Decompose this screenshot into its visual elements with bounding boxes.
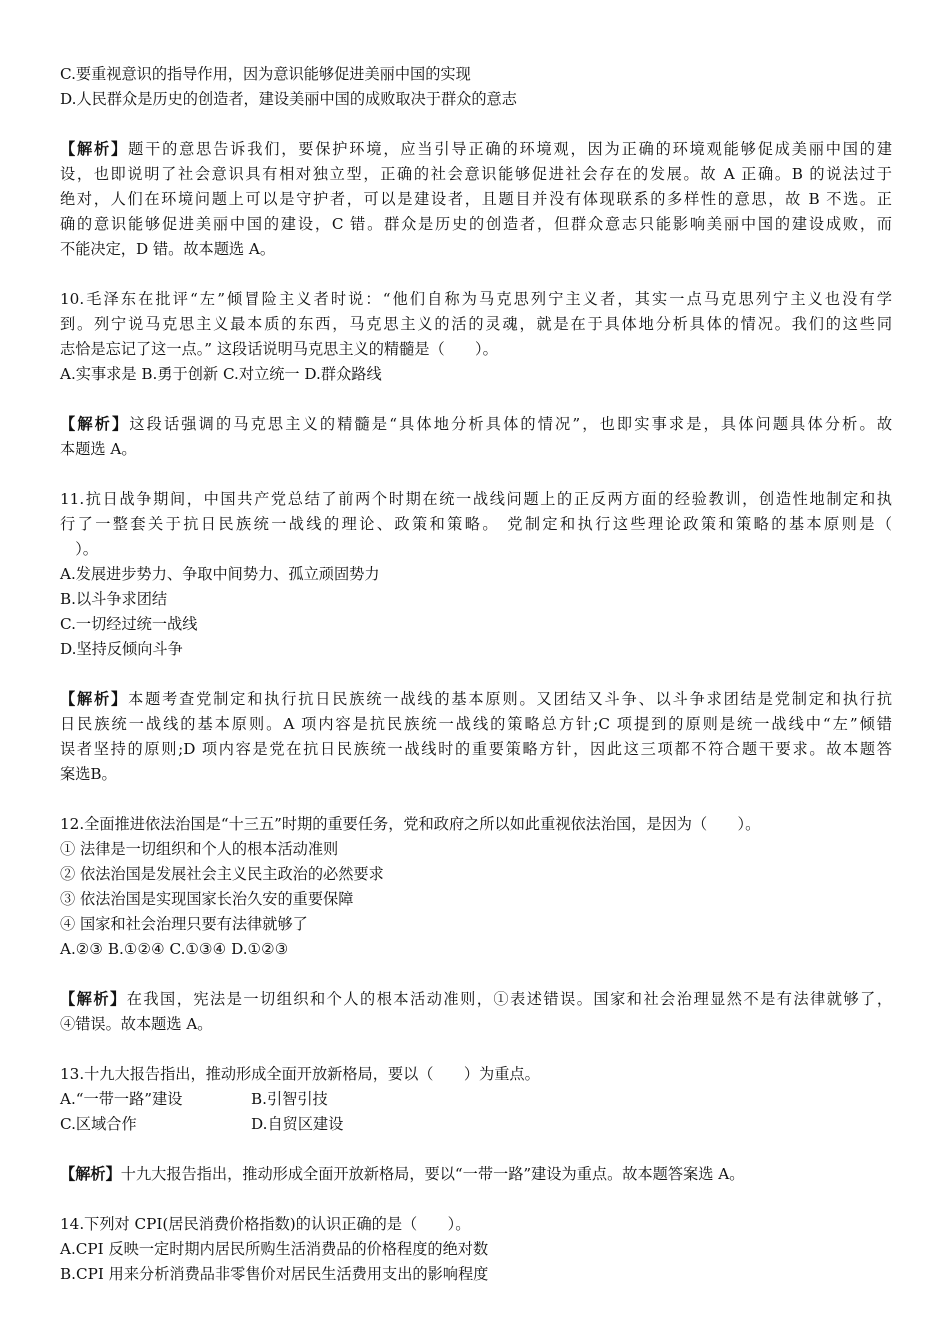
q13-analysis: 【解析】十九大报告指出，推动形成全面开放新格局，要以“一带一路”建设为重点。故本题答案选 A。	[60, 1165, 745, 1183]
q10-options: A.实事求是 B.勇于创新 C.对立统一 D.群众路线	[60, 365, 382, 383]
q11-analysis-line: 日民族统一战线的基本原则。A 项内容是抗民族统一战线的策略总方针;C 项提到的原则是统一战线中“左”倾错	[60, 715, 892, 733]
q13-option-a: A.“一带一路”建设	[60, 1090, 183, 1108]
q11-stem-line: ）。	[60, 540, 98, 558]
q10-analysis-line: 【解析】这段话强调的马克思主义的精髓是“具体地分析具体的情况”，也即实事求是，具体问题具体分析。故	[60, 415, 892, 433]
q10-analysis-line: 本题选 A。	[60, 440, 137, 458]
q12-item: ② 依法治国是发展社会主义民主政治的必然要求	[60, 865, 384, 883]
q14-option-a: A.CPI 反映一定时期内居民所购生活消费品的价格程度的绝对数	[60, 1240, 489, 1258]
q10-stem-line: 到。列宁说马克思主义最本质的东西，马克思主义的活的灵魂，就是在于具体地分析具体的情况。我们的这些同	[60, 315, 892, 333]
q12-item: ④ 国家和社会治理只要有法律就够了	[60, 915, 308, 933]
q9-analysis-line: 【解析】题干的意思告诉我们，要保护环境，应当引导正确的环境观，因为正确的环境观能够促成美丽中国的建	[60, 140, 892, 158]
q11-analysis-line: 误者坚持的原则;D 项内容是党在抗日民族统一战线时的重要策略方针，因此这三项都不符合题干要求。故本题答	[60, 740, 892, 758]
q14-stem: 14.下列对 CPI(居民消费价格指数)的认识正确的是（ ）。	[60, 1215, 471, 1233]
q12-options: A.②③ B.①②④ C.①③④ D.①②③	[60, 940, 289, 958]
q14-option-b: B.CPI 用来分析消费品非零售价对居民生活费用支出的影响程度	[60, 1265, 489, 1283]
q13-option-c: C.区域合作	[60, 1115, 137, 1133]
q13-stem: 13.十九大报告指出，推动形成全面开放新格局，要以（ ）为重点。	[60, 1065, 540, 1083]
q12-item: ③ 依法治国是实现国家长治久安的重要保障	[60, 890, 354, 908]
q12-analysis-line: ④错误。故本题选 A。	[60, 1015, 213, 1033]
q11-stem-line: 11.抗日战争期间，中国共产党总结了前两个时期在统一战线问题上的正反两方面的经验教训，创造性地制定和执	[60, 490, 892, 508]
q11-option-c: C.一切经过统一战线	[60, 615, 198, 633]
document-page	[60, 62, 892, 1287]
q11-option-a: A.发展进步势力、争取中间势力、孤立顽固势力	[60, 565, 380, 583]
q13-option-d: D.自贸区建设	[251, 1115, 344, 1133]
q9-analysis-line: 设，也即说明了社会意识具有相对独立型，正确的社会意识能够促进社会存在的发展。故 A 正确。B 的说法过于	[60, 165, 892, 183]
analysis-tag: 【解析】	[60, 1165, 121, 1183]
q11-analysis-line: 【解析】本题考查党制定和执行抗日民族统一战线的基本原则。又团结又斗争、以斗争求团结是党制定和执行抗	[60, 690, 892, 708]
q13-option-b: B.引智引技	[251, 1090, 328, 1108]
q9-analysis-line: 确的意识能够促进美丽中国的建设，C 错。群众是历史的创造者，但群众意志只能影响美丽中国的建设成败，而	[60, 215, 892, 233]
q9-option-c: C.要重视意识的指导作用，因为意识能够促进美丽中国的实现	[60, 65, 471, 83]
analysis-tag: 【解析】	[60, 690, 129, 708]
q12-analysis-line: 【解析】在我国，宪法是一切组织和个人的根本活动准则，①表述错误。国家和社会治理显然不是有法律就够了，	[60, 990, 892, 1008]
analysis-tag: 【解析】	[60, 140, 129, 158]
q10-stem-line: 10.毛泽东在批评“左”倾冒险主义者时说：“他们自称为马克思列宁主义者，其实一点马克思列宁主义也没有学	[60, 290, 892, 308]
analysis-tag: 【解析】	[60, 415, 130, 433]
q11-stem-line: 行了一整套关于抗日民族统一战线的理论、政策和策略。 党制定和执行这些理论政策和策略的基本原则是（	[60, 515, 892, 533]
q11-analysis-line: 案选B。	[60, 765, 117, 783]
q9-analysis-line: 不能决定，D 错。故本题选 A。	[60, 240, 276, 258]
q12-stem: 12.全面推进依法治国是“十三五”时期的重要任务，党和政府之所以如此重视依法治国，是因为（ ）。	[60, 815, 761, 833]
q10-stem-line: 志恰是忘记了这一点。” 这段话说明马克思主义的精髓是（ ）。	[60, 340, 498, 358]
q13-options-row	[60, 1112, 892, 1137]
q9-option-d: D.人民群众是历史的创造者，建设美丽中国的成败取决于群众的意志	[60, 90, 517, 108]
q12-item: ① 法律是一切组织和个人的根本活动准则	[60, 840, 339, 858]
q9-analysis-line: 绝对，人们在环境问题上可以是守护者，可以是建设者，且题目并没有体现联系的多样性的意思，故 B 不选。正	[60, 190, 892, 208]
q13-options-row	[60, 1087, 892, 1112]
q11-option-d: D.坚持反倾向斗争	[60, 640, 183, 658]
analysis-tag: 【解析】	[60, 990, 127, 1008]
q11-option-b: B.以斗争求团结	[60, 590, 168, 608]
